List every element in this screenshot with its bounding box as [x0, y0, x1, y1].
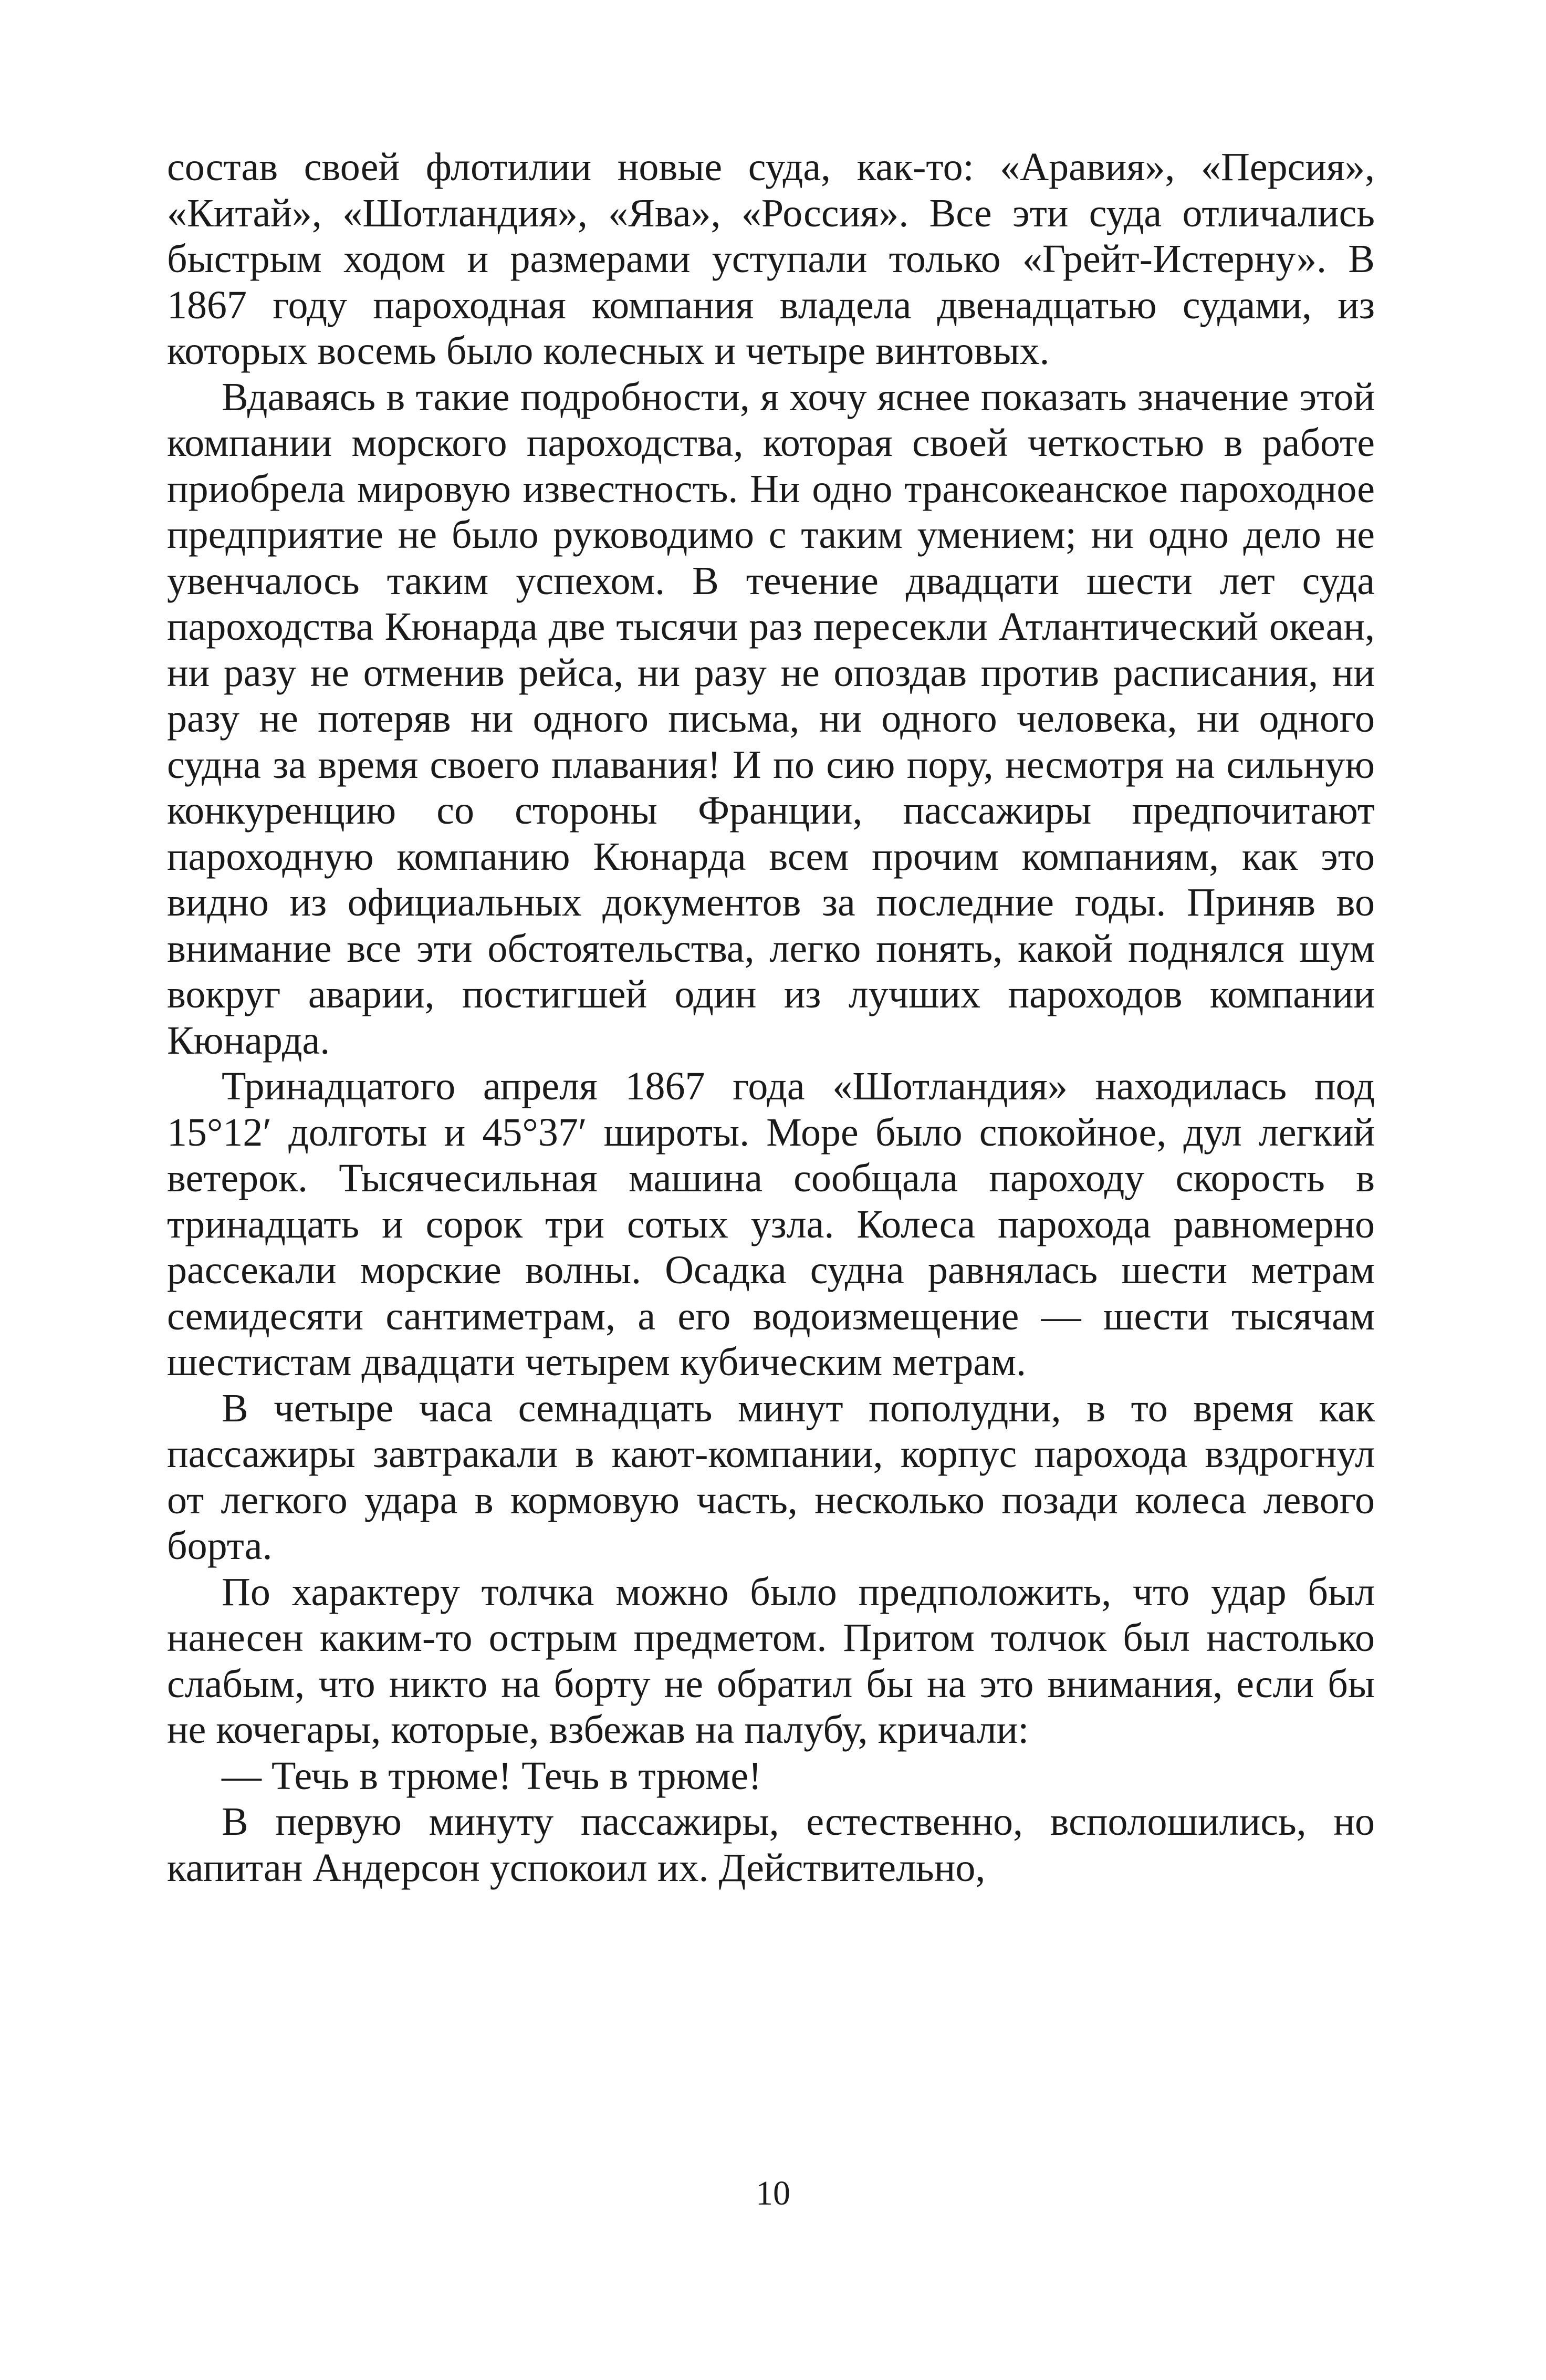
body-text [167, 144, 1375, 1891]
paragraph-7: В первую минуту пассажиры, естественно, всполошились, но капитан Андерсон успокоил их. Действительно, [167, 1800, 1375, 1890]
paragraph-4: В четыре часа семнадцать минут пополудни, в то время как пассажиры завтракали в кают-компании, корпус парохода вздрогнул от легкого удара в кормовую часть, несколько позади колеса левого борта. [167, 1386, 1375, 1568]
paragraph-6: — Течь в трюме! Течь в трюме! [222, 1753, 762, 1798]
page-number: 10 [756, 2174, 790, 2212]
paragraph-5: По характеру толчка можно было предположить, что удар был нанесен каким-то острым предметом. Притом толчок был настолько слабым, что никто на борту не обратил бы на это внимания, если бы не кочегары, которые, взбежав на палубу, кричали: [167, 1570, 1375, 1752]
paragraph-1: состав своей флотилии новые суда, как-то: «Аравия», «Персия», «Китай», «Шотландия», «Ява», «Россия». Все эти суда отличались быстрым ходом и размерами уступали только «Грейт-Истерну». В 1867 году пароходная компания владела двенадцатью судами, из которых восемь было колесных и четыре винтовых. [167, 145, 1375, 373]
paragraph-2: Вдаваясь в такие подробности, я хочу яснее показать значение этой компании морского пароходства, которая своей четкостью в работе приобрела мировую известность. Ни одно трансокеанское пароходное предприятие не было руководимо с таким умением; ни одно дело не увенчалось таким успехом. В течение двадцати шести лет суда пароходства Кюнарда две тысячи раз пересекли Атлантический океан, ни разу не отменив рейса, ни разу не опоздав против расписания, ни разу не потеряв ни одного письма, ни одного человека, ни одного судна за время своего плавания! И по сию пору, несмотря на сильную конкуренцию со стороны Франции, пассажиры предпочитают пароходную компанию Кюнарда всем прочим компаниям, как это видно из официальных документов за последние годы. Приняв во внимание все эти обстоятельства, легко понять, какой поднялся шум вокруг аварии, постигшей один из лучших пароходов компании Кюнарда. [167, 375, 1375, 1063]
paragraph-3: Тринадцатого апреля 1867 года «Шотландия» находилась под 15°12′ долготы и 45°37′ широты. Море было спокойное, дул легкий ветерок. Тысячесильная машина сообщала пароходу скорость в тринадцать и сорок три сотых узла. Колеса парохода равномерно рассекали морские волны. Осадка судна равнялась шести метрам семидесяти сантиметрам, а его водоизмещение — шести тысячам шестистам двадцати четырем кубическим метрам. [167, 1064, 1375, 1384]
